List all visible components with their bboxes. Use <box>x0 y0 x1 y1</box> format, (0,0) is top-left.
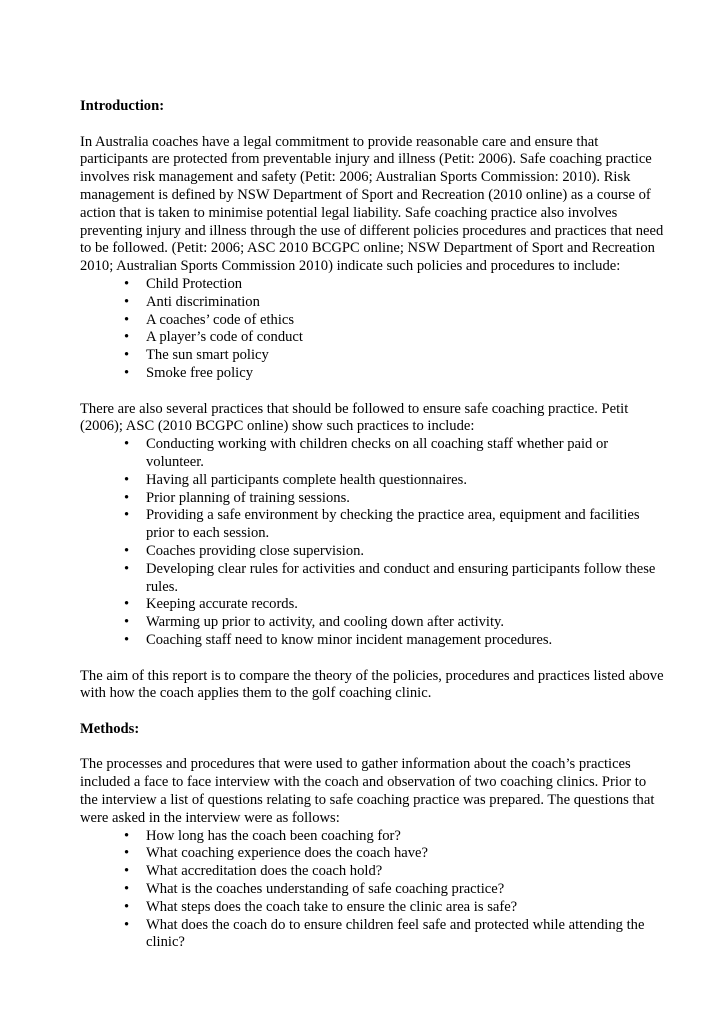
bullet-icon: • <box>124 542 130 559</box>
bullet-icon: • <box>124 436 130 453</box>
list-item: • Coaching staff need to know minor incident management procedures. <box>124 631 553 648</box>
practices-list <box>80 436 665 650</box>
bullet-icon: • <box>124 347 130 364</box>
bullet-icon: • <box>124 881 130 898</box>
list-item: • A player’s code of conduct <box>124 329 303 346</box>
list-item: • Smoke free policy <box>124 364 253 381</box>
list-item: • Keeping accurate records. <box>124 596 298 613</box>
spacer <box>80 116 665 134</box>
list-item: • Coaches providing close supervision. <box>124 542 365 559</box>
methods-paragraph: The processes and procedures that were used to gather information about the coach’s practices included a face to face interview with the coach and observation of two coaching clinics. Prior to the interview a list of questions relating to safe coaching practice was prepared. The questions that were asked in the interview were as follows: <box>80 756 655 826</box>
bullet-icon: • <box>124 827 130 844</box>
list-item: • Having all participants complete health questionnaires. <box>124 471 467 488</box>
bullet-icon: • <box>124 293 130 310</box>
list-item: • What does the coach do to ensure children feel safe and protected while attending the clinic? <box>124 916 645 951</box>
bullet-icon: • <box>124 489 130 506</box>
list-item: • How long has the coach been coaching for? <box>124 827 401 844</box>
introduction-paragraph: In Australia coaches have a legal commitment to provide reasonable care and ensure that participants are protected from preventable injury and illness (Petit: 2006). Safe coaching practice involves risk management and safety (Petit: 2006; Australian Sports Commission: 2010). Risk management is defined by NSW Department of Sport and Recreation (2010 online) as a course of action that is taken to minimise potential legal liability. Safe coaching practice also involves preventing injury and illness through the use of different policies procedures and practices that need to be followed. (Petit: 2006; ASC 2010 BCGPC online; NSW Department of Sport and Recreation 2010; Australian Sports Commission 2010) indicate such policies and procedures to include: <box>80 133 664 275</box>
list-item: • Anti discrimination <box>124 293 260 310</box>
list-item: • Warming up prior to activity, and cooling down after activity. <box>124 614 505 631</box>
spacer <box>80 383 665 401</box>
bullet-icon: • <box>124 275 130 292</box>
spacer <box>80 739 665 757</box>
introduction-heading: Introduction: <box>80 98 165 114</box>
list-item: • Developing clear rules for activities and conduct and ensuring participants follow these rules. <box>124 560 656 595</box>
document-body <box>80 98 665 952</box>
aim-paragraph: The aim of this report is to compare the theory of the policies, procedures and practices listed above with how the coach applies them to the golf coaching clinic. <box>80 667 664 702</box>
list-item: • Providing a safe environment by checking the practice area, equipment and facilities prior to each session. <box>124 507 640 542</box>
bullet-icon: • <box>124 916 130 933</box>
bullet-icon: • <box>124 631 130 648</box>
bullet-icon: • <box>124 507 130 524</box>
bullet-icon: • <box>124 596 130 613</box>
spacer <box>80 650 665 668</box>
bullet-icon: • <box>124 329 130 346</box>
list-item: • What coaching experience does the coach have? <box>124 845 428 862</box>
list-item: • Child Protection <box>124 275 243 292</box>
questions-list <box>80 828 665 953</box>
list-item: • Conducting working with children checks on all coaching staff whether paid or volunteer. <box>124 436 609 470</box>
list-item: • What accreditation does the coach hold? <box>124 863 383 880</box>
list-item: • A coaches’ code of ethics <box>124 311 295 328</box>
spacer <box>80 703 665 721</box>
bullet-icon: • <box>124 898 130 915</box>
bullet-icon: • <box>124 614 130 631</box>
list-item: • Prior planning of training sessions. <box>124 489 350 506</box>
list-item: • What is the coaches understanding of safe coaching practice? <box>124 881 505 898</box>
policies-list <box>80 276 665 383</box>
bullet-icon: • <box>124 311 130 328</box>
methods-heading: Methods: <box>80 720 140 737</box>
bullet-icon: • <box>124 471 130 488</box>
practices-paragraph: There are also several practices that should be followed to ensure safe coaching practice. Petit (2006); ASC (2010 BCGPC online) show such practices to include: <box>80 400 629 435</box>
bullet-icon: • <box>124 364 130 381</box>
bullet-icon: • <box>124 560 130 577</box>
bullet-icon: • <box>124 845 130 862</box>
list-item: • What steps does the coach take to ensure the clinic area is safe? <box>124 898 518 915</box>
bullet-icon: • <box>124 863 130 880</box>
list-item: • The sun smart policy <box>124 347 269 364</box>
